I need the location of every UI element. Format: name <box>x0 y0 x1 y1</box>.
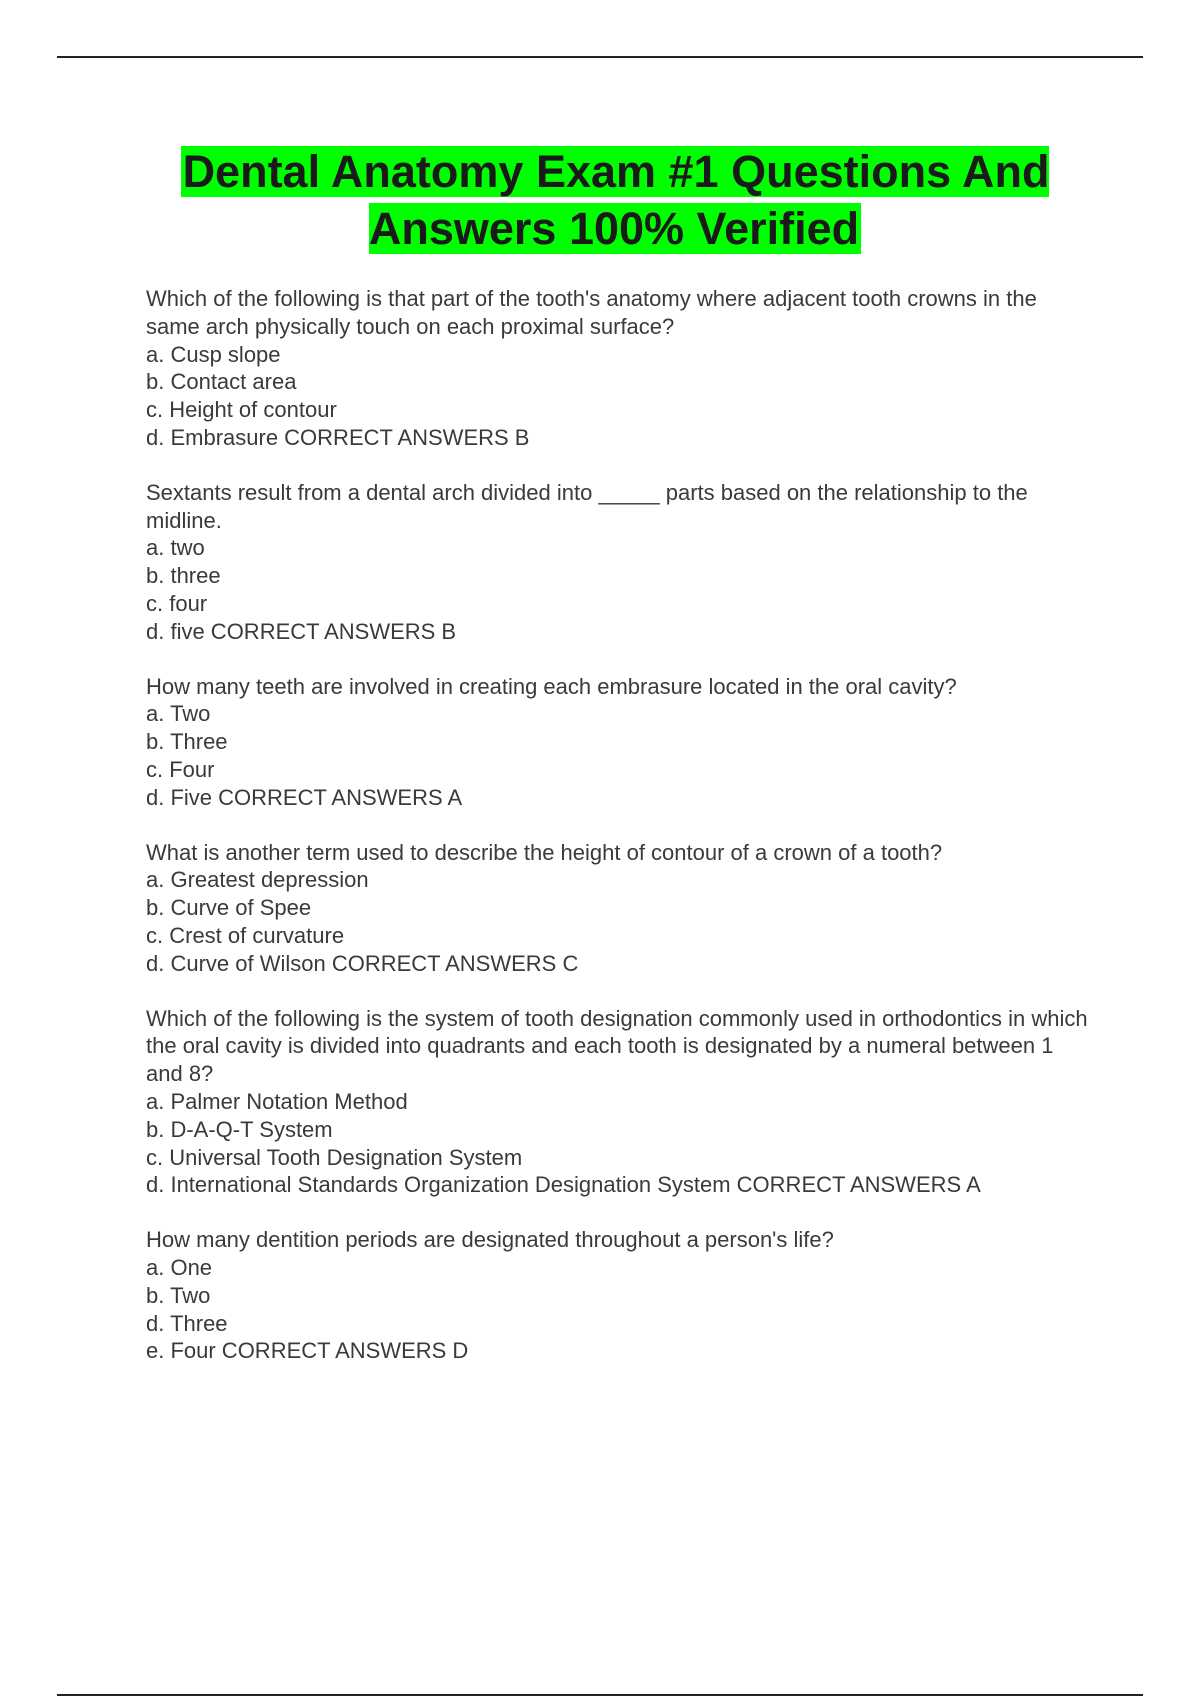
question-block <box>146 839 1096 978</box>
title-highlight: Dental Anatomy Exam #1 Questions And Answers 100% Verified <box>182 146 1050 254</box>
answer-option: c. four <box>146 590 208 616</box>
question-text: Which of the following is that part of the tooth's anatomy where adjacent tooth crowns in the same arch physically touch on each proximal surface? <box>146 286 1037 339</box>
question-list <box>146 285 1096 1392</box>
answer-option: d. Embrasure CORRECT ANSWERS B <box>146 424 530 450</box>
answer-option: b. three <box>146 563 221 589</box>
question-text: How many teeth are involved in creating each embrasure located in the oral cavity? <box>146 673 957 699</box>
question-text: What is another term used to describe the height of contour of a crown of a tooth? <box>146 839 943 865</box>
question-block <box>146 479 1096 646</box>
answer-option: b. Curve of Spee <box>146 895 312 921</box>
answer-option: a. Two <box>146 701 211 727</box>
question-text: Sextants result from a dental arch divided into _____ parts based on the relationship to the midline. <box>146 479 1028 533</box>
answer-option: a. Greatest depression <box>146 867 369 893</box>
answer-option: d. five CORRECT ANSWERS B <box>146 618 457 644</box>
answer-option: c. Four <box>146 756 215 782</box>
answer-option: c. Crest of curvature <box>146 922 345 948</box>
answer-option: a. Palmer Notation Method <box>146 1088 408 1114</box>
bottom-rule <box>57 1694 1143 1696</box>
answer-option: b. Contact area <box>146 369 297 395</box>
answer-option: d. Five CORRECT ANSWERS A <box>146 784 463 810</box>
page-title <box>140 143 1090 257</box>
answer-option: b. D-A-Q-T System <box>146 1116 333 1142</box>
answer-option: a. One <box>146 1254 213 1280</box>
answer-option: b. Three <box>146 729 228 755</box>
answer-option: b. Two <box>146 1282 211 1308</box>
question-block <box>146 1226 1096 1365</box>
top-rule <box>57 56 1143 58</box>
answer-option: d. Three <box>146 1310 228 1336</box>
answer-option: d. International Standards Organization Designation System CORRECT ANSWERS A <box>146 1172 981 1198</box>
answer-option: c. Height of contour <box>146 397 337 423</box>
answer-option: c. Universal Tooth Designation System <box>146 1144 523 1170</box>
answer-option: e. Four CORRECT ANSWERS D <box>146 1338 469 1364</box>
answer-option: a. two <box>146 535 205 561</box>
answer-option: d. Curve of Wilson CORRECT ANSWERS C <box>146 950 579 976</box>
question-block <box>146 285 1096 452</box>
question-block <box>146 673 1096 812</box>
question-block <box>146 1005 1096 1200</box>
question-text: Which of the following is the system of tooth designation commonly used in orthodontics in which the oral cavity is divided into quadrants and each tooth is designated by a numeral between 1 and 8? <box>146 1005 1088 1087</box>
question-text: How many dentition periods are designated throughout a person's life? <box>146 1227 834 1253</box>
answer-option: a. Cusp slope <box>146 341 281 367</box>
